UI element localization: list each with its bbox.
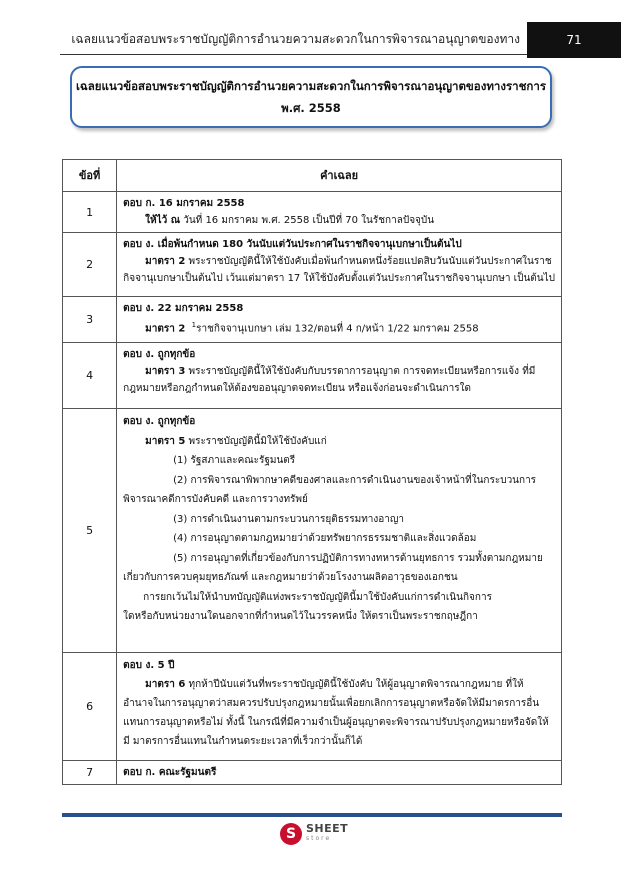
row-number: 6: [63, 653, 117, 761]
row-number: 5: [63, 409, 117, 653]
row-number: 4: [63, 343, 117, 409]
explanation-line: มาตรา 6 ทุกห้าปีนับแต่วันที่พระราชบัญญัตินี้ใช้บังคับ ให้ผู้อนุญาตพิจารณากฎหมาย ที่ให้: [145, 679, 524, 690]
explanation-line: มี มาตรการอื่นแทนในกำหนดระยะเวลาที่เร็วกว่านั้นก็ได้: [123, 736, 363, 747]
explanation-line: แทนการอนุญาตหรือไม่ ทั้งนี้ ในกรณีที่มีความจำเป็นผู้อนุญาตจะพิจารณาปรับปรุงกฎหมายหรือจัดให้: [123, 717, 549, 728]
row-number: 2: [63, 233, 117, 297]
logo-subword: store: [306, 835, 332, 842]
list-item: (2) การพิจารณาพิพากษาคดีของศาลและการดำเนินงานของเจ้าหน้าที่ในกระบวนการ: [173, 474, 537, 486]
row-answer-cell: [117, 761, 562, 785]
logo-s-icon: S: [280, 823, 302, 845]
sheet-store-logo: [280, 819, 360, 849]
document-title-box: [70, 66, 552, 128]
explanation-line: มาตรา 2 $^1$ราชกิจจานุเบกษา เล่ม 132/ตอนที่ 4 ก/หน้า 1/22 มกราคม 2558: [145, 321, 479, 335]
explanation-line: ใดหรือกับหน่วยงานใดนอกจากที่กำหนดไว้ในวรรคหนึ่ง ให้ตราเป็นพระราชกฤษฎีกา: [123, 611, 478, 622]
explanation-line: กฎหมายหรือกฎกำหนดให้ต้องขออนุญาตจดทะเบียน หรือแจ้งก่อนจะดำเนินการใด: [123, 383, 471, 394]
running-header: เฉลยแนวข้อสอบพระราชบัญญัติการอำนวยความสะดวกในการพิจารณาอนุญาตของทาง: [71, 32, 520, 46]
explanation-line: กิจจานุเบกษาเป็นต้นไป เว้นแต่มาตรา 17 ให้ใช้บังคับตั้งแต่วันประกาศในราชกิจจานุเบกษา เป็นต้นไป: [123, 273, 555, 284]
footer-divider: [62, 813, 562, 817]
list-item-continuation: พิจารณาคดีการบังคับคดี และการวางทรัพย์: [123, 494, 308, 505]
answer-choice: ตอบ ง. ถูกทุกข้อ: [123, 416, 196, 427]
row-answer-cell: [117, 233, 562, 297]
explanation-line: ให้ไว้ ณ วันที่ 16 มกราคม พ.ศ. 2558 เป็นปีที่ 70 ในรัชกาลปัจจุบัน: [145, 215, 435, 226]
answer-choice: ตอบ ก. คณะรัฐมนตรี: [123, 767, 217, 778]
explanation-line: มาตรา 2 พระราชบัญญัตินี้ให้ใช้บังคับเมื่อพ้นกำหนดหนึ่งร้อยแปดสิบวันนับแต่วันประกาศในราช: [145, 256, 552, 267]
document-title-line1: เฉลยแนวข้อสอบพระราชบัญญัติการอำนวยความสะดวกในการพิจารณาอนุญาตของทางราชการ: [75, 79, 547, 93]
logo-word: SHEET: [306, 822, 349, 835]
table-row: [63, 233, 562, 297]
row-answer-cell: [117, 409, 562, 653]
row-number: 3: [63, 297, 117, 343]
list-item: (4) การอนุญาตตามกฎหมายว่าด้วยทรัพยากรธรรมชาติและสิ่งแวดล้อม: [173, 533, 477, 544]
list-item: (5) การอนุญาตที่เกี่ยวข้องกับการปฏิบัติการทางทหารด้านยุทธการ รวมทั้งตามกฎหมาย: [173, 552, 543, 564]
list-item-continuation: เกี่ยวกับการควบคุมยุทธภัณฑ์ และกฎหมายว่าด้วยโรงงานผลิตอาวุธของเอกชน: [123, 572, 458, 583]
document-title-line2: พ.ศ. 2558: [281, 101, 341, 115]
answer-choice: ตอบ ก. 16 มกราคม 2558: [123, 198, 245, 209]
list-item: (1) รัฐสภาและคณะรัฐมนตรี: [173, 455, 296, 466]
explanation-line: อำนาจในการอนุญาตว่าสมควรปรับปรุงกฎหมายนั้นเพื่อยกเลิกการอนุญาตหรือจัดให้มีมาตรการอื่น: [123, 698, 540, 709]
explanation-line: มาตรา 3 พระราชบัญญัตินี้ให้ใช้บังคับกับบรรดาการอนุญาต การจดทะเบียนหรือการแจ้ง ที่มี: [145, 366, 536, 377]
logo-wordmark: [306, 824, 348, 844]
row-answer-cell: [117, 297, 562, 343]
list-item: (3) การดำเนินงานตามกระบวนการยุติธรรมทางอาญา: [173, 513, 405, 525]
answer-choice: ตอบ ง. 22 มกราคม 2558: [123, 303, 244, 314]
row-number: 1: [63, 192, 117, 233]
table-row: [63, 761, 562, 785]
column-header-no: ข้อที่: [63, 160, 117, 192]
answer-choice: ตอบ ง. เมื่อพ้นกำหนด 180 วันนับแต่วันประกาศในราชกิจจานุเบกษาเป็นต้นไป: [123, 239, 462, 250]
table-row: [63, 653, 562, 761]
page-number: 71: [527, 22, 621, 58]
table-row: [63, 192, 562, 233]
row-answer-cell: [117, 192, 562, 233]
answer-table: [62, 159, 562, 785]
row-answer-cell: [117, 653, 562, 761]
column-header-answer: คำเฉลย: [117, 160, 562, 192]
explanation-line: มาตรา 5 พระราชบัญญัตินี้มิให้ใช้บังคับแก่: [145, 435, 327, 447]
answer-choice: ตอบ ง. ถูกทุกข้อ: [123, 349, 196, 360]
row-number: 7: [63, 761, 117, 785]
row-answer-cell: [117, 343, 562, 409]
table-row: [63, 297, 562, 343]
explanation-line: การยกเว้นไม่ให้นำบทบัญญัติแห่งพระราชบัญญัตินี้มาใช้บังคับแก่การดำเนินกิจการ: [143, 591, 492, 603]
table-row: [63, 343, 562, 409]
answer-choice: ตอบ ง. 5 ปี: [123, 660, 175, 671]
table-row: [63, 409, 562, 653]
header-divider: [60, 54, 527, 55]
table-header-row: [63, 160, 562, 192]
